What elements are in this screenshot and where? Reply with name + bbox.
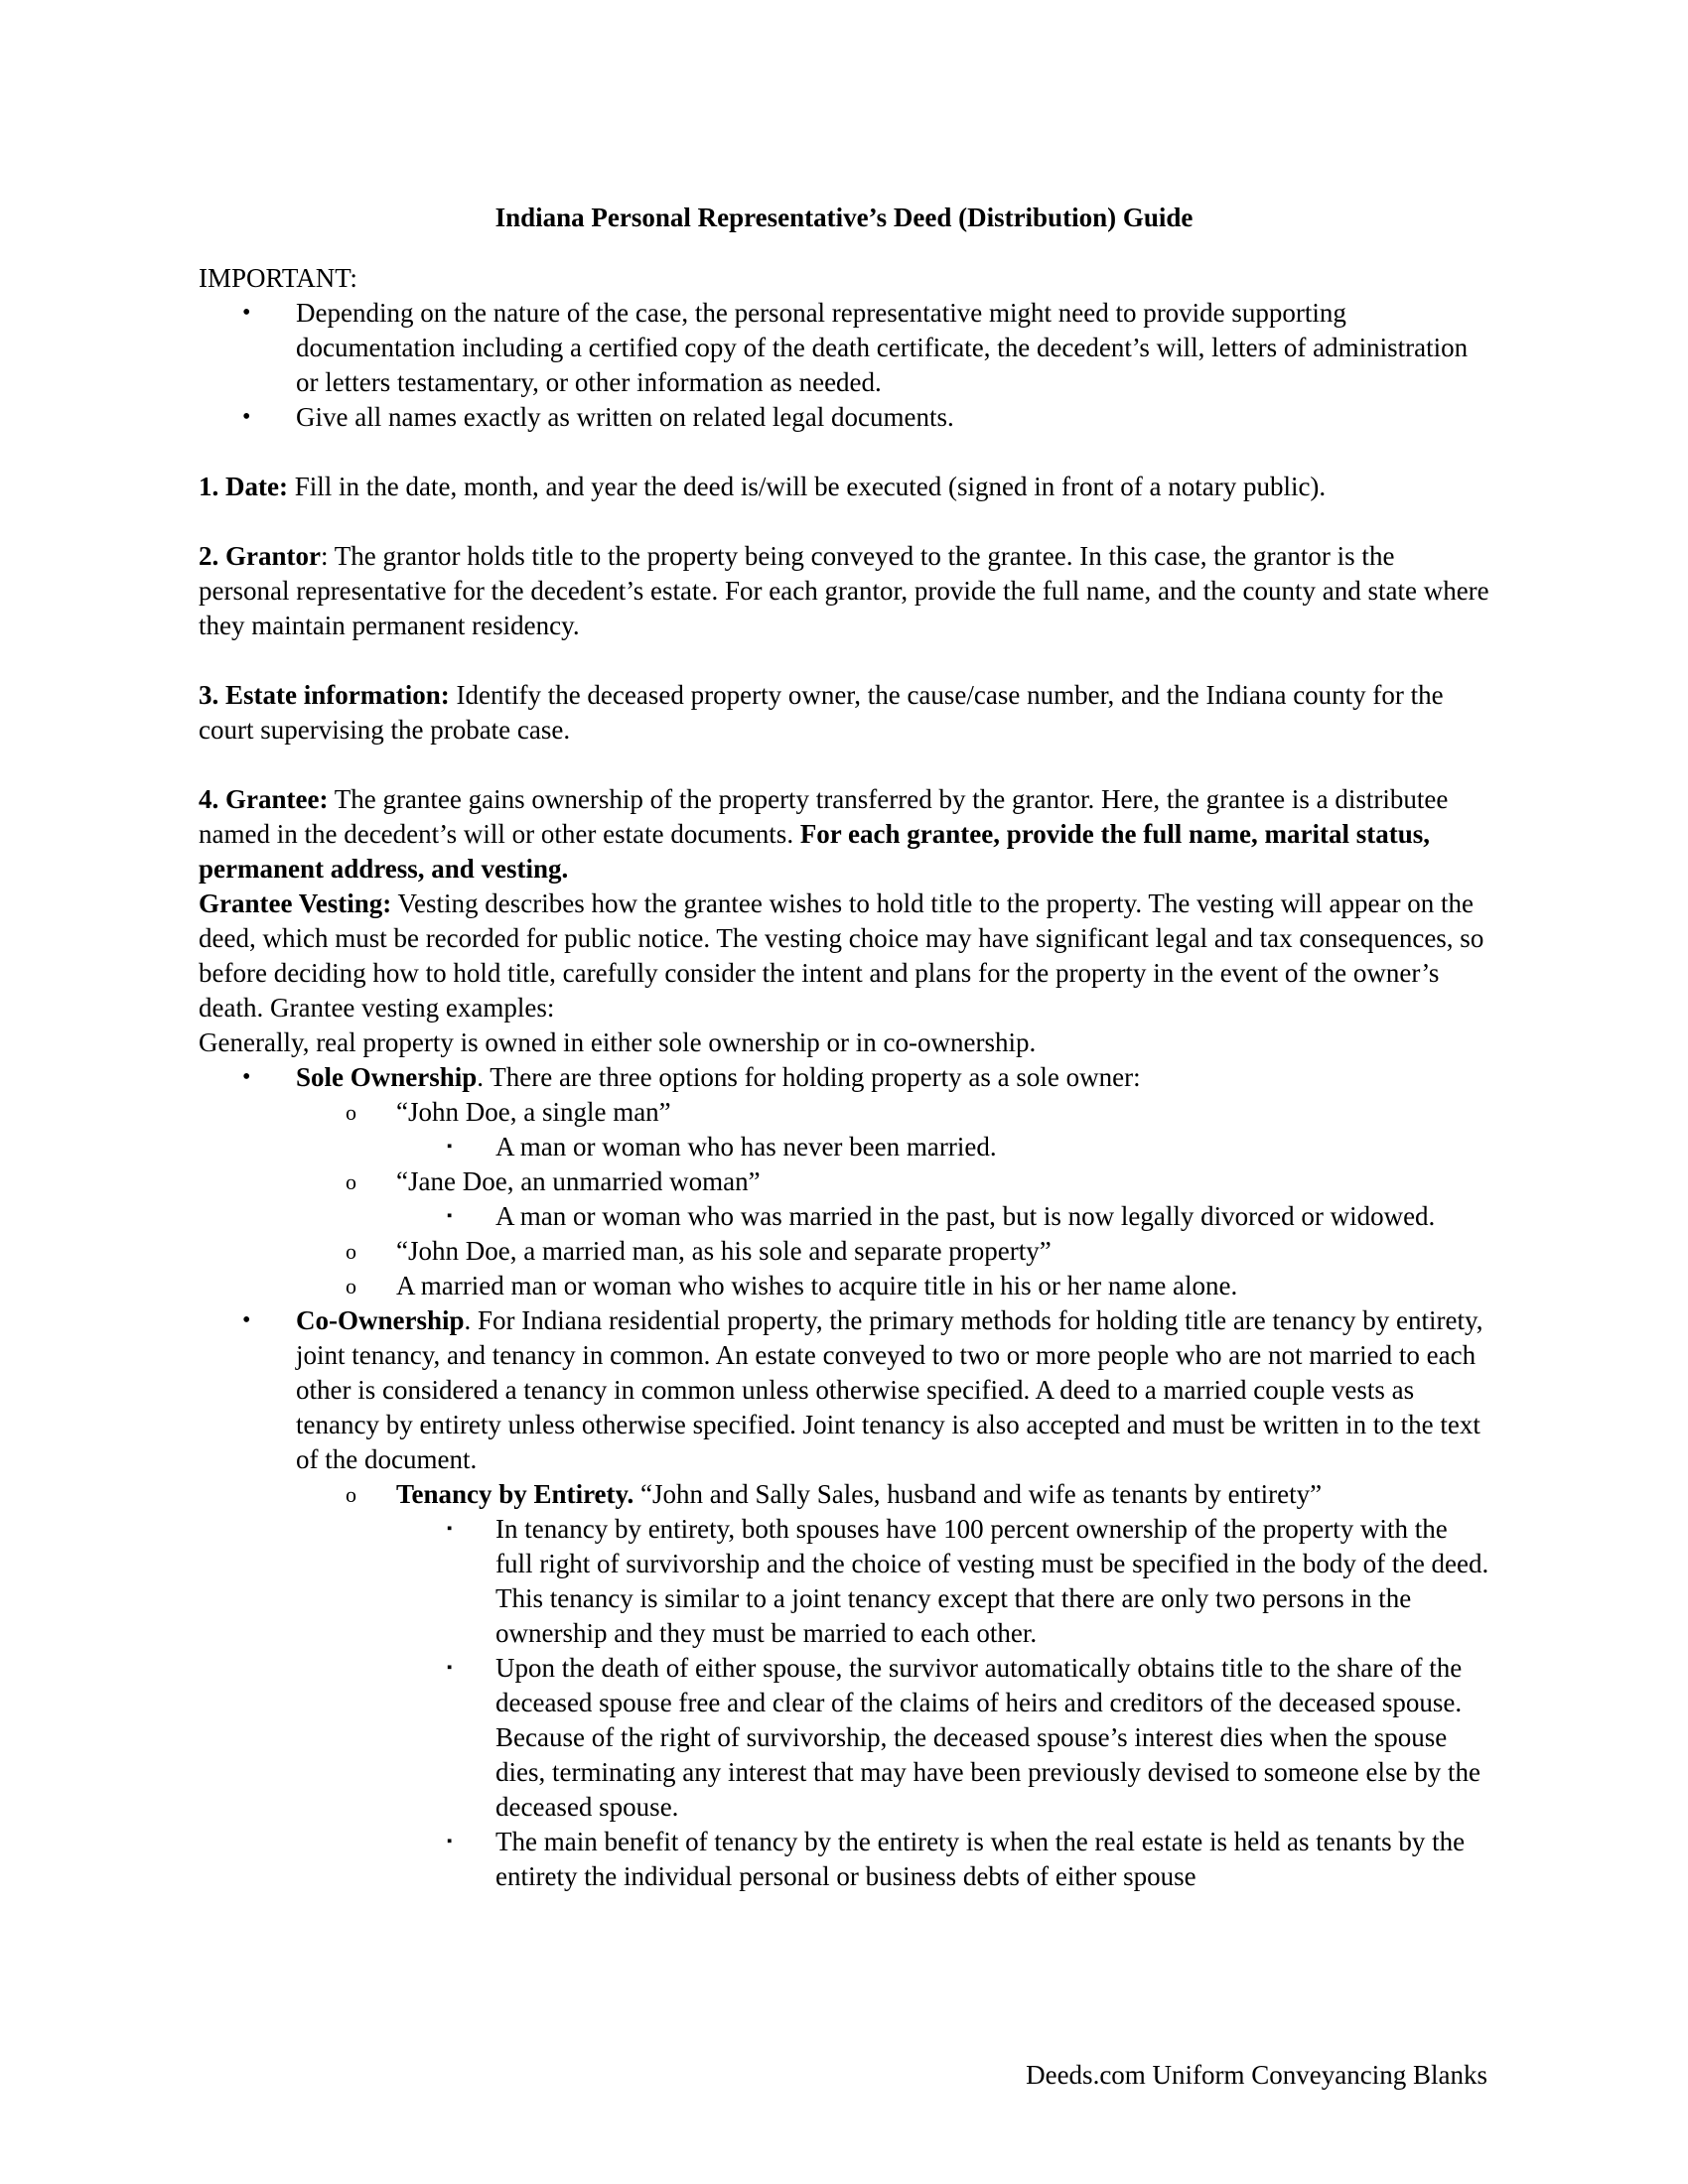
section-vesting [199,887,1489,1025]
detail-text: Upon the death of either spouse, the survivor automatically obtains title to the share of the deceased spouse free and clear of the claims of heirs and creditors of the deceased spouse. Because of the right of survivorship, the deceased spouse’s interest dies when the spouse dies, terminating any interest that may have been previously devised to someone else by the deceased spouse. [495,1653,1480,1822]
list-item-tenancy-by-entirety [199,1477,1489,1512]
square-bullet-icon: ▪ [447,1834,453,1849]
square-bullet-icon: ▪ [447,1139,453,1155]
section-grantor [199,539,1489,643]
list-item-co-ownership [199,1303,1489,1477]
bullet-icon: • [242,300,251,326]
section-date [199,470,1489,504]
list-item [199,1651,1489,1825]
section-bold-text: For each grantee, provide the full name, marital status, permanent address, and vesting. [199,819,1430,884]
bullet-icon: • [242,1064,251,1090]
circle-bullet-icon: o [346,1100,356,1125]
section-label: 4. Grantee: [199,784,329,814]
list-item [199,1825,1489,1894]
section-label: 3. Estate information: [199,680,450,710]
list-item [199,1164,1489,1199]
list-item [199,1269,1489,1303]
bullet-icon: • [242,404,251,430]
list-item [199,1130,1489,1164]
vesting-general: Generally, real property is owned in either sole ownership or in co-ownership. [199,1027,1037,1057]
detail-text: The main benefit of tenancy by the entirety is when the real estate is held as tenants by the entirety the individual personal or business debts of either spouse [495,1827,1466,1891]
square-bullet-icon: ▪ [447,1660,453,1676]
vesting-list [199,1060,1489,1894]
list-item [199,1095,1489,1130]
important-list [199,296,1489,435]
square-bullet-icon: ▪ [447,1521,453,1537]
item-label: Tenancy by Entirety. [396,1479,634,1509]
section-label: 2. Grantor [199,541,321,571]
item-label: Sole Ownership [296,1062,478,1092]
square-bullet-icon: ▪ [447,1208,453,1224]
important-item-text: Give all names exactly as written on related legal documents. [296,402,954,432]
page-footer: Deeds.com Uniform Conveyancing Blanks [1026,2060,1487,2090]
item-text: . For Indiana residential property, the primary methods for holding title are tenancy by entirety, joint tenancy, and tenancy in common. An estate conveyed to two or more people who are not married to each other is considered a tenancy in common unless otherwise specified. A deed to a married couple vests as tenancy by entirety unless otherwise specified. Joint tenancy is also accepted and must be written in to the text of the document. [296,1305,1483,1474]
circle-bullet-icon: o [346,1169,356,1194]
section-label: Grantee Vesting: [199,888,392,918]
important-heading: IMPORTANT: [199,263,357,293]
section-text: Identify the deceased property owner, the cause/case number, and the Indiana county for the court supervising the probate case. [199,680,1444,745]
list-item-sole-ownership [199,1060,1489,1095]
list-item [199,1512,1489,1651]
option-text: “John Doe, a single man” [396,1097,671,1127]
bullet-icon: • [242,1307,251,1333]
document-body [199,261,1489,1894]
circle-bullet-icon: o [346,1274,356,1298]
section-estate [199,678,1489,748]
circle-bullet-icon: o [346,1482,356,1507]
option-text: “John Doe, a married man, as his sole and separate property” [396,1236,1052,1266]
detail-text: A man or woman who has never been married. [495,1132,997,1161]
option-text: A married man or woman who wishes to acquire title in his or her name alone. [396,1271,1238,1300]
section-grantee [199,782,1489,887]
important-item-text: Depending on the nature of the case, the personal representative might need to provide supporting documentation including a certified copy of the death certificate, the decedent’s will, letters of administration or letters testamentary, or other information as needed. [296,298,1469,397]
detail-text: In tenancy by entirety, both spouses have 100 percent ownership of the property with the full right of survivorship and the choice of vesting must be specified in the body of the deed. This tenancy is similar to a joint tenancy except that there are only two persons in the ownership and they must be married to each other. [495,1514,1489,1648]
item-text: “John and Sally Sales, husband and wife as tenants by entirety” [633,1479,1323,1509]
detail-text: A man or woman who was married in the past, but is now legally divorced or widowed. [495,1201,1436,1231]
section-text: Fill in the date, month, and year the deed is/will be executed (signed in front of a notary public). [287,472,1327,501]
list-item [199,400,1489,435]
option-text: “Jane Doe, an unmarried woman” [396,1166,761,1196]
list-item [199,1234,1489,1269]
item-label: Co-Ownership [296,1305,465,1335]
section-text: : The grantor holds title to the property being conveyed to the grantee. In this case, the grantor is the personal representative for the decedent’s estate. For each grantor, provide the full name, and the county and state where they maintain permanent residency. [199,541,1489,640]
item-text: . There are three options for holding property as a sole owner: [477,1062,1141,1092]
list-item [199,1199,1489,1234]
section-text: Vesting describes how the grantee wishes to hold title to the property. The vesting will appear on the deed, which must be recorded for public notice. The vesting choice may have significant legal and tax consequences, so before deciding how to hold title, carefully consider the intent and plans for the property in the event of the owner’s death. Grantee vesting examples: [199,888,1484,1023]
list-item [199,296,1489,400]
section-label: 1. Date: [199,472,288,501]
document-title: Indiana Personal Representative’s Deed (Distribution) Guide [494,203,1194,232]
section-text: The grantee gains ownership of the property transferred by the grantor. Here, the grantee is a distributee named in the decedent’s will or other estate documents. [199,784,1449,849]
circle-bullet-icon: o [346,1239,356,1264]
